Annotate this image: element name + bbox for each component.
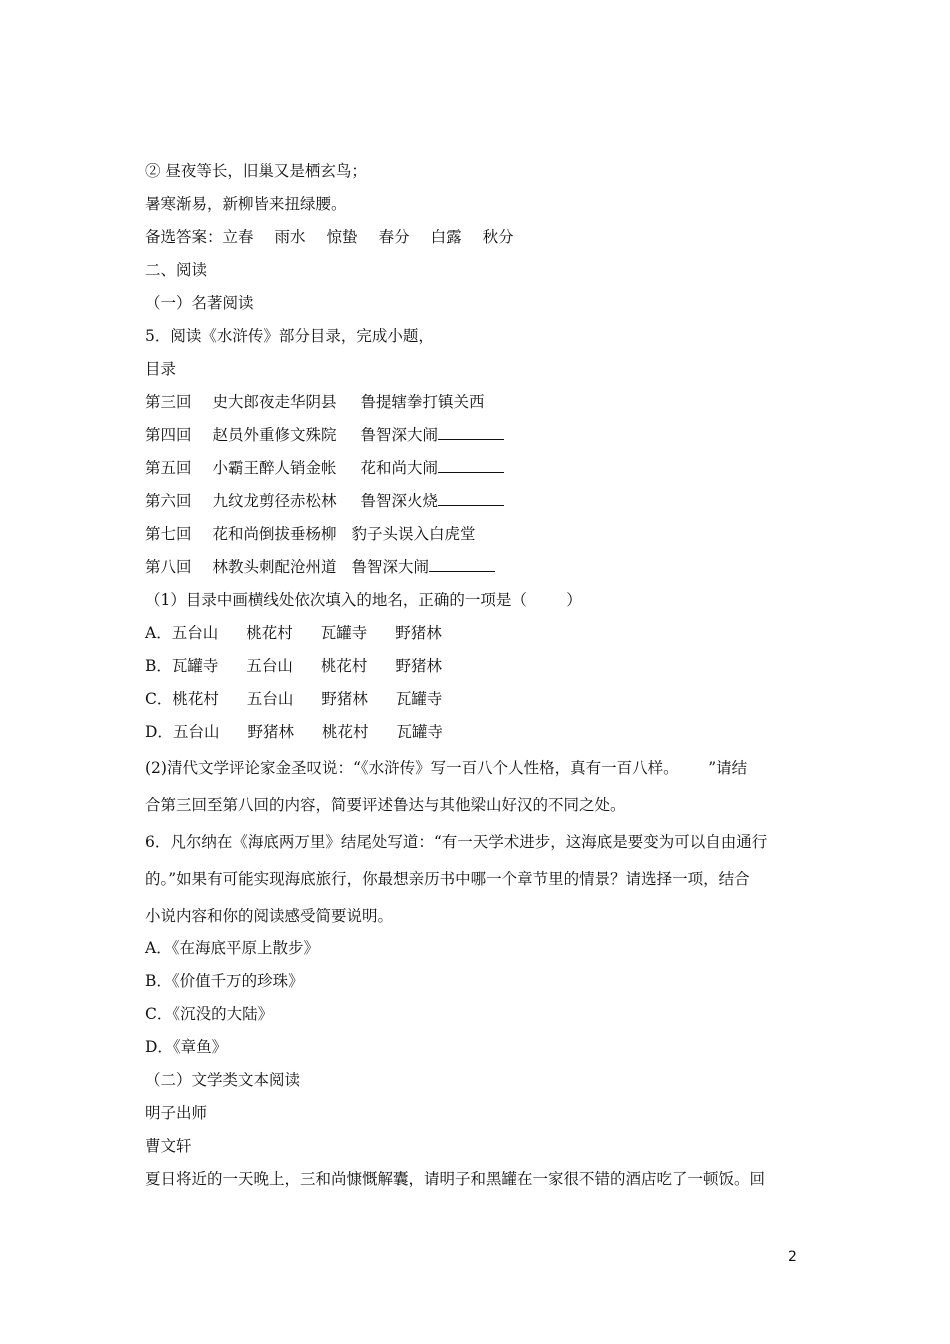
question-5-2-line: (2)清代文学评论家金圣叹说：“《水浒传》写一百八个人性格，真有一百八样。 ”请结: [145, 759, 748, 777]
question-5-1-stem: （1）目录中画横线处依次填入的地名，正确的一项是（ ）: [145, 591, 582, 609]
page-number: 2: [788, 1249, 797, 1265]
answer-choices: [145, 227, 514, 247]
question-6-line: 的。”如果有可能实现海底旅行，你最想亲历书中哪一个章节里的情景？请选择一项，结合: [145, 870, 750, 888]
question-5-stem: 5．阅读《水浒传》部分目录，完成小题，: [145, 327, 434, 345]
toc-row: 第五回 小霸王醉人销金帐 花和尚大闹: [145, 458, 504, 478]
option-row: D．五台山 野猪林 桃花村 瓦罐寺: [145, 723, 443, 741]
story-paragraph: 夏日将近的一天晚上，三和尚慷慨解囊，请明子和黑罐在一家很不错的酒店吃了一顿饭。回: [145, 1170, 766, 1188]
story-title: 明子出师: [145, 1104, 208, 1122]
toc-row: 第八回 林教头刺配沧州道 鲁智深大闹: [145, 557, 495, 577]
toc-row: 第三回 史大郎夜走华阴县 鲁提辖拳打镇关西: [145, 393, 485, 411]
question-6-option: D．《章鱼》: [145, 1038, 228, 1056]
subsection-heading: （二）文学类文本阅读: [145, 1071, 301, 1089]
question-6-option: A．《在海底平原上散步》: [145, 939, 319, 957]
toc-row: 第四回 赵员外重修文殊院 鲁智深大闹: [145, 425, 504, 445]
answer-option: 雨水: [274, 228, 306, 246]
story-author: 曹文轩: [145, 1137, 192, 1155]
section-heading: 二、阅读: [145, 261, 208, 279]
question-6-option: C．《沉没的大陆》: [145, 1005, 274, 1023]
answer-option: 春分: [378, 228, 410, 246]
subsection-heading: （一）名著阅读: [145, 294, 254, 312]
toc-row: 第七回 花和尚倒拔垂杨柳 豹子头误入白虎堂: [145, 525, 476, 543]
answer-option: 秋分: [482, 228, 514, 246]
question-6-line: 小说内容和你的阅读感受简要说明。: [145, 907, 394, 925]
option-row: A．五台山 桃花村 瓦罐寺 野猪林: [145, 624, 442, 642]
toc-row: 第六回 九纹龙剪径赤松林 鲁智深火烧: [145, 491, 504, 511]
option-row: B．瓦罐寺 五台山 桃花村 野猪林: [145, 657, 442, 675]
poem-line-1: ② 昼夜等长，旧巢又是栖玄鸟；: [145, 162, 367, 180]
toc-title: 目录: [145, 360, 177, 378]
question-5-2-line: 合第三回至第八回的内容，简要评述鲁达与其他梁山好汉的不同之处。: [145, 796, 626, 814]
question-6-option: B．《价值千万的珍珠》: [145, 972, 304, 990]
answer-option: 白露: [430, 228, 462, 246]
fill-blank: [438, 425, 504, 440]
option-row: C．桃花村 五台山 野猪林 瓦罐寺: [145, 690, 443, 708]
fill-blank: [438, 458, 504, 473]
answers-label: 备选答案：: [145, 228, 223, 246]
poem-line-2: 暑寒渐易，新柳皆来扭绿腰。: [145, 195, 347, 213]
fill-blank: [429, 557, 495, 572]
answer-option: 立春: [222, 228, 254, 246]
question-6-line: 6．凡尔纳在《海底两万里》结尾处写道：“有一天学术进步，这海底是要变为可以自由通行: [145, 833, 768, 851]
answer-option: 惊蛰: [326, 228, 358, 246]
fill-blank: [438, 491, 504, 506]
